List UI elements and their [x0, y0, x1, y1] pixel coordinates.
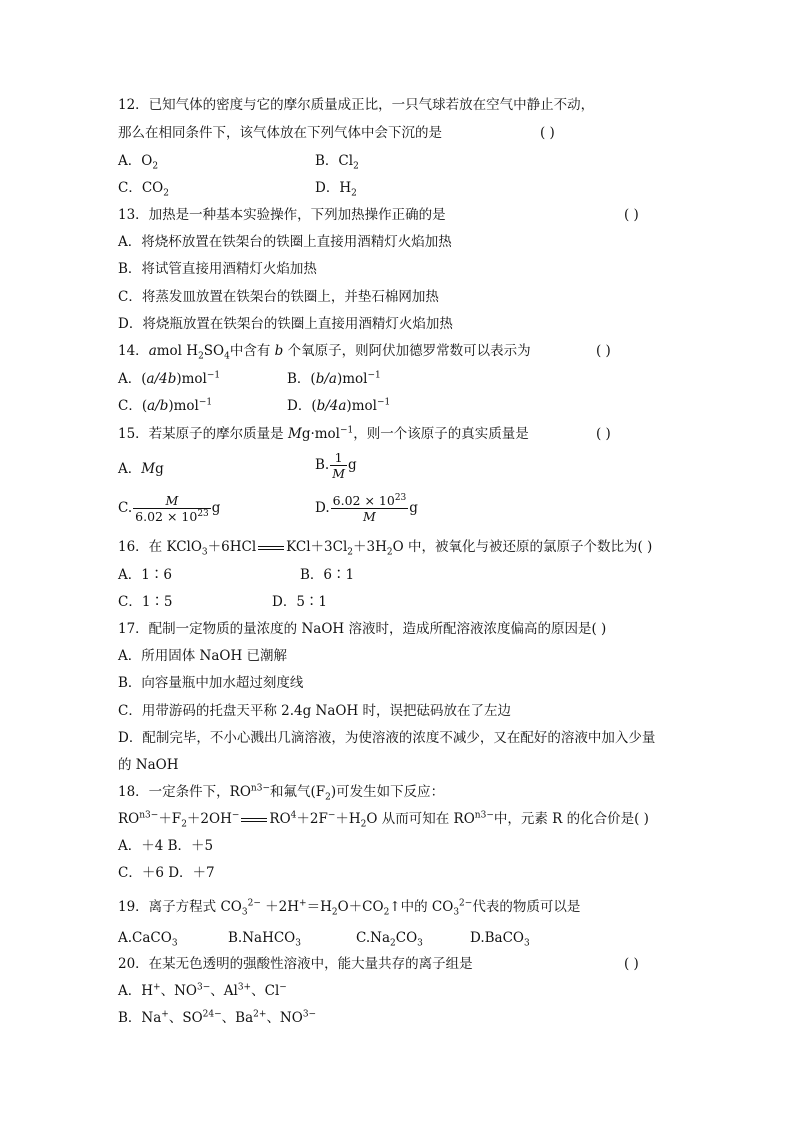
q17-option-a: A．所用固体 NaOH 已潮解 [118, 648, 288, 664]
q16-option-c: C．1∶5 [118, 594, 173, 610]
q13-option-b: B．将试管直接用酒精灯火焰加热 [118, 261, 317, 277]
q17-option-d-line2: 的 NaOH [118, 757, 179, 773]
q18-stem: 18．一定条件下，$RO^{n3-}$和氟气$(F_2)$可发生如下反应： [118, 783, 445, 803]
q15-stem: 15．若某原子的摩尔质量是 Mg·mol$^{-1}$，则一个该原子的真实质量是 [118, 425, 529, 442]
q14-option-b: B．(b/a)mol$^{-1}$ [287, 370, 381, 387]
q19-stem: 19．离子方程式 $CO_3^{2-}$ $+2H^+=H_2O+CO_2↑$中的 $CO_3^{2-}$代表的物质可以是 [118, 898, 581, 918]
q16-option-b: B．6∶1 [300, 567, 355, 583]
q14-option-a: A．(a/4b)mol$^{-1}$ [118, 370, 221, 387]
q20-option-a: A．H+、$NO^{3-}$、$Al^{3+}$、Cl− [118, 982, 287, 999]
q17-option-c: C．用带游码的托盘天平称 2.4g NaOH 时，误把砝码放在了左边 [118, 703, 512, 719]
q19-option-b: B.NaHCO$_3$ [228, 930, 301, 949]
q14-option-c: C．(a/b)mol$^{-1}$ [118, 397, 213, 414]
equals-sign [241, 818, 267, 822]
fraction: $\frac{6.02 \times 10^{23}}{M}$ [332, 492, 407, 524]
q12-option-c: C．$CO_2$ [118, 180, 169, 199]
q15-answer-paren: ( ) [596, 426, 611, 442]
q13-answer-paren: ( ) [624, 207, 639, 223]
q15-option-a: A．Mg [118, 461, 164, 477]
q19-option-d: D.BaCO$_3$ [470, 930, 530, 949]
q20-answer-paren: ( ) [624, 956, 639, 972]
q17-stem: 17．配制一定物质的量浓度的 NaOH 溶液时，造成所配溶液浓度偏高的原因是( ) [118, 621, 607, 637]
q13-option-d: D．将烧瓶放置在铁架台的铁圈上直接用酒精灯火焰加热 [118, 316, 453, 332]
q16-option-a: A．1∶6 [118, 567, 172, 583]
fraction: $\frac{1}{M}$ [332, 450, 346, 481]
q19-option-a: A.CaCO$_3$ [118, 930, 178, 949]
q12-option-d: D．$H_2$ [315, 180, 357, 199]
q15-option-b: B. $\frac{1}{M}$ g [315, 450, 357, 481]
q14-stem: 14．amol $H_2SO_4$中含有 b 个氧原子，则阿伏加德罗常数可以表示为 [118, 343, 531, 362]
q20-stem: 20．在某无色透明的强酸性溶液中，能大量共存的离子组是 [118, 956, 473, 972]
q18-options-cd: C．＋6 D．＋7 [118, 865, 215, 881]
q19-option-c: $C.Na_2CO_3$ [356, 930, 423, 949]
q14-option-d: D．(b/4a)mol$^{-1}$ [287, 397, 391, 414]
q12-answer-paren: ( ) [540, 125, 555, 141]
equals-sign [258, 546, 284, 550]
q12-stem-line1: 12．已知气体的密度与它的摩尔质量成正比，一只气球若放在空气中静止不动， [118, 97, 595, 113]
q16-stem: 16．在 KClO$_3$＋6HCl $KCl+3Cl_2+3H_2O$ 中，被氧化与被还原的氯原子个数比为( ) [118, 539, 653, 558]
q17-option-d-line1: D．配制完毕，不小心溅出几滴溶液，为使溶液的浓度不减少，又在配好的溶液中加入少量 [118, 730, 656, 746]
q18-equation: $RO^{n3-}+F_2+2OH^-$ $RO^4+2F^-+H_2O$ 从而可知在 $RO^{n3-}$中，元素 R 的化合价是( ) [118, 810, 649, 830]
q12-option-a: A．$O_2$ [118, 153, 159, 172]
q17-option-b: B．向容量瓶中加水超过刻度线 [118, 675, 304, 691]
q18-options-ab: A．＋4 B．＋5 [118, 838, 214, 854]
q12-stem-line2: 那么在相同条件下，该气体放在下列气体中会下沉的是 [118, 125, 442, 141]
q13-option-c: C．将蒸发皿放置在铁架台的铁圈上，并垫石棉网加热 [118, 289, 439, 305]
q13-option-a: A．将烧杯放置在铁架台的铁圈上直接用酒精灯火焰加热 [118, 234, 452, 250]
q13-stem: 13．加热是一种基本实验操作，下列加热操作正确的是 [118, 207, 446, 223]
q16-option-d: D．5∶1 [272, 594, 328, 610]
q12-option-b: B．$Cl_2$ [315, 153, 359, 172]
q15-option-c: C. $\frac{M}{6.02 \times 10^{23}}$ g [118, 493, 221, 524]
fraction: $\frac{M}{6.02 \times 10^{23}}$ [135, 493, 209, 524]
q15-option-d: D. $\frac{6.02 \times 10^{23}}{M}$ g [315, 492, 418, 524]
q14-answer-paren: ( ) [596, 343, 611, 359]
q20-option-b: B．Na+、$SO^{24-}$、$Ba^{2+}$、$NO^{3-}$ [118, 1009, 317, 1026]
